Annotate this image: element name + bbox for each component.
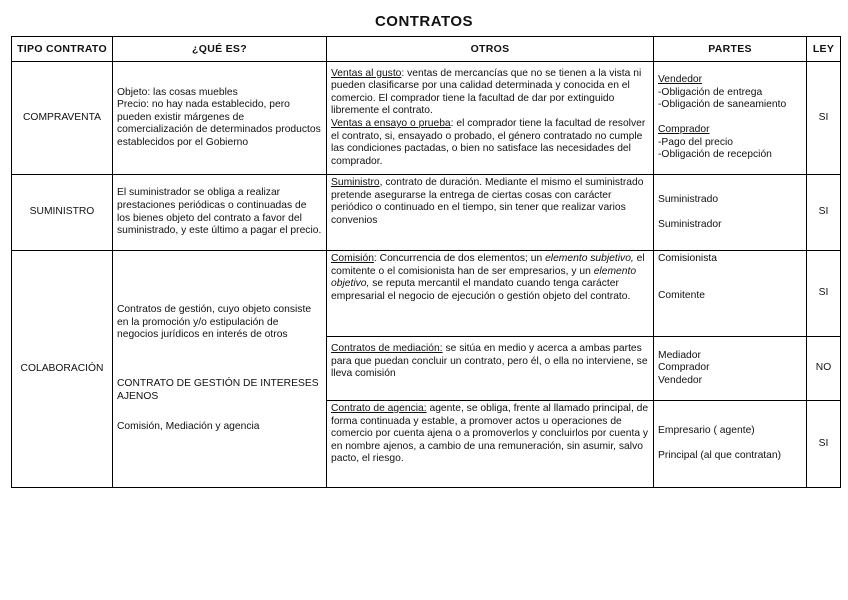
suministrado: Suministrado bbox=[658, 193, 719, 205]
comprador-label: Comprador bbox=[658, 124, 710, 135]
comision-mediacion-agencia: Comisión, Mediación y agencia bbox=[117, 421, 260, 433]
comitente: Comitente bbox=[658, 289, 705, 301]
header-otros: OTROS bbox=[327, 37, 654, 62]
comprador: Comprador bbox=[658, 362, 710, 374]
partes-comision bbox=[654, 251, 807, 337]
comision-text-2: el comitente o el comisionista han de ser empresarios, y un bbox=[331, 253, 645, 277]
otros-suministro bbox=[327, 175, 654, 251]
row-suministro bbox=[12, 175, 841, 251]
ley-comision: SI bbox=[807, 251, 841, 337]
ventas-ensayo-label: Ventas a ensayo o prueba bbox=[331, 118, 451, 129]
gestion-intereses-ajenos: CONTRATO DE GESTIÓN DE INTERESES AJENOS bbox=[117, 378, 319, 402]
partes-suministro bbox=[654, 175, 807, 251]
que-es-suministro: El suministrador se obliga a realizar prestaciones periódicas o continuadas de los bienes objeto del contrato a favor del suministrado, y este último a pagar el precio. bbox=[113, 175, 327, 251]
tipo-compraventa: COMPRAVENTA bbox=[12, 62, 113, 175]
vendedor-obligacion-1: -Obligación de entrega bbox=[658, 86, 763, 98]
vendedor-label: Vendedor bbox=[658, 74, 703, 86]
suministro-label: Suministro bbox=[331, 177, 380, 188]
vendedor: Vendedor bbox=[658, 374, 703, 386]
page-title: CONTRATOS bbox=[374, 13, 474, 30]
ley-compraventa: SI bbox=[807, 62, 841, 175]
vendedor-obligacion-2: -Obligación de saneamiento bbox=[658, 99, 787, 111]
mediacion-text: se sitúa en medio y acerca a ambas partes para que puedan concluir un contrato, pero él, o ella no interviene, se lleva comisión bbox=[331, 343, 648, 380]
ventas-ensayo-text: : el comprador tiene la facultad de resolver el contrato, si, ensayado o probado, el género contratado no cumple las condiciones pactadas, o bien no satisface las necesidades del comprador. bbox=[331, 118, 646, 167]
agencia-label: Contrato de agencia: bbox=[331, 403, 427, 414]
partes-mediacion bbox=[654, 337, 807, 401]
otros-agencia bbox=[327, 401, 654, 488]
ventas-gusto-label: Ventas al gusto bbox=[331, 67, 402, 79]
otros-mediacion bbox=[327, 337, 654, 401]
row-compraventa bbox=[12, 62, 841, 175]
comisionista: Comisionista bbox=[658, 253, 717, 264]
precio-text: Precio: no hay nada establecido, pero pueden existir márgenes de comercialización de determinados productos establecidos por el Gobierno bbox=[117, 99, 321, 148]
que-es-compraventa bbox=[113, 62, 327, 175]
partes-compraventa bbox=[654, 62, 807, 175]
ventas-gusto-text: : ventas de mercancías que no se tienen a la vista ni pueden clasificarse por una calidad determinada y conocida en el comercio. El comprador tiene la facultad de dar por extinguido libremente el contrato. bbox=[331, 67, 642, 117]
empresario-agente: Empresario ( agente) bbox=[658, 425, 755, 437]
header-ley: LEY bbox=[807, 37, 841, 62]
partes-agencia bbox=[654, 401, 807, 488]
contratos-gestion: Contratos de gestión, cuyo objeto consiste en la promoción y/o estipulación de negocios jurídicos en interés de otros bbox=[117, 304, 312, 341]
ley-mediacion: NO bbox=[807, 337, 841, 401]
comision-italic-1: elemento subjetivo, bbox=[545, 253, 634, 264]
agencia-text: agente, se obliga, frente al llamado principal, de forma continuada y estable, a promover actos u operaciones de comercio por cuenta ajena o a promoverlos y concluirlos por cuenta y en nombre ajenos, a cambio de una remuneración, sin asumir, salvo pacto, el riesgo. bbox=[331, 403, 649, 465]
otros-comision bbox=[327, 251, 654, 337]
comision-text-3: se reputa mercantil el mandato cuando tenga carácter empresarial el negocio de ejecución o gestión objeto del contrato. bbox=[331, 278, 631, 302]
comprador-obligacion-2: -Obligación de recepción bbox=[658, 149, 772, 161]
objeto-text: Objeto: las cosas muebles bbox=[117, 86, 238, 98]
comision-label: Comisión bbox=[331, 253, 374, 264]
header-que-es: ¿QUÉ ES? bbox=[113, 37, 327, 62]
ley-agencia: SI bbox=[807, 401, 841, 488]
suministro-text: , contrato de duración. Mediante el mismo el suministrado pretende asegurarse la entrega de ciertas cosas con carácter periódico o continuado en el tiempo, sin tener que realizar varios convenios bbox=[331, 177, 644, 226]
tipo-suministro: SUMINISTRO bbox=[12, 175, 113, 251]
header-row bbox=[12, 37, 841, 62]
ley-suministro: SI bbox=[807, 175, 841, 251]
contracts-table bbox=[11, 36, 841, 488]
ventas-ensayo bbox=[331, 118, 649, 168]
otros-compraventa bbox=[327, 62, 654, 175]
tipo-colaboracion: COLABORACIÓN bbox=[12, 251, 113, 488]
principal: Principal (al que contratan) bbox=[658, 450, 782, 461]
header-partes: PARTES bbox=[654, 37, 807, 62]
suministrador: Suministrador bbox=[658, 218, 722, 230]
header-tipo: TIPO CONTRATO bbox=[12, 37, 113, 62]
mediador: Mediador bbox=[658, 349, 701, 361]
que-es-colaboracion bbox=[113, 251, 327, 488]
comision-text-1: : Concurrencia de dos elementos; un bbox=[373, 253, 546, 264]
mediacion-label: Contratos de mediación: bbox=[331, 343, 443, 354]
comprador-obligacion-1: -Pago del precio bbox=[658, 136, 733, 148]
ventas-gusto bbox=[331, 68, 649, 118]
row-comision bbox=[12, 251, 841, 337]
comision-italic-2: elemento objetivo, bbox=[331, 265, 637, 290]
